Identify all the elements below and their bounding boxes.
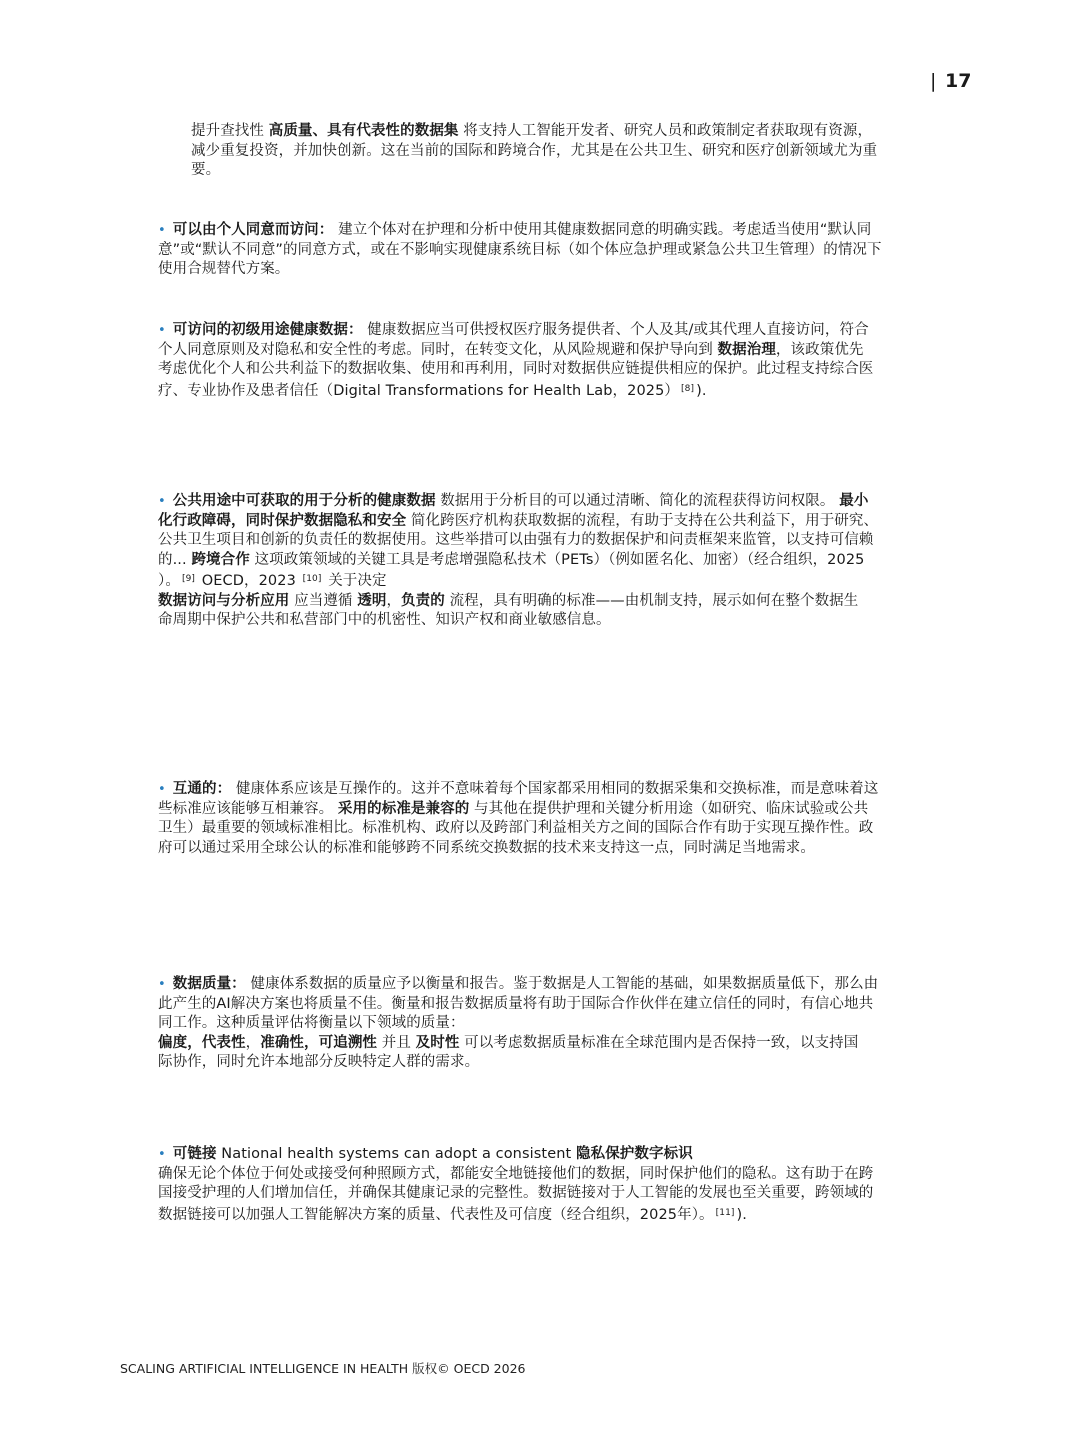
page-number: | 17	[930, 70, 972, 92]
bullet-interoperable: • 互通的： 健康体系应该是互操作的。这并不意味着每个国家都采用相同的数据采集和交换标准，而是意味着这 些标准应该能够互相兼容。 采用的标准是兼容的 与其他在提供护理和关键分析用途（如研究、临床试验或公共 卫生）最重要的领域标准相比。标准机构、政府以及跨部门利益相关方之间的国际合作有助于实现互操作性。政 府可以通过采用全球公认的标准和能够跨不同系统交换数据的技术来支持这一点，同时满足当地需求。	[158, 781, 879, 856]
bullet-icon: •	[158, 782, 166, 797]
reference-10[interactable]: [10]	[302, 574, 322, 584]
paragraph-findability: 提升查找性 高质量、具有代表性的数据集 将支持人工智能开发者、研究人员和政策制定者获取现有资源， 减少重复投资，并加快创新。这在当前的国际和跨境合作，尤其是在公共卫生、研究和医疗创新领域尤为重 要。	[191, 123, 878, 178]
bullet-icon: •	[158, 977, 166, 992]
reference-8[interactable]: [8]	[681, 383, 695, 394]
bullet-icon: •	[158, 223, 166, 238]
reference-9[interactable]: [9]	[181, 574, 196, 584]
bullet-consent-access: • 可以由个人同意而访问： 建立个体对在护理和分析中使用其健康数据同意的明确实践。考虑适当使用“默认同 意”或“默认不同意”的同意方式，或在不影响实现健康系统目标（如个体应急护理或紧急公共卫生管理）的情况下 使用合规替代方案。	[158, 222, 882, 277]
bullet-secondary-use-data: • 公共用途中可获取的用于分析的健康数据 数据用于分析目的可以通过清晰、简化的流程获得访问权限。 最小 化行政障碍，同时保护数据隐私和安全 简化跨医疗机构获取数据的流程，有助于支持在公共利益下，用于研究、 公共卫生项目和创新的负责任的数据使用。这些举措可以由强有力的数据保护和问责框架来监管，以支持可信赖 的... 跨境合作 这项政策领域的关键工具是考虑增强隐私技术（PETs）（例如匿名化、加密）（经合组织，2025 ）。 [9] OECD，2023 [10] 关于决定 数据访问与分析应用 应当遵循 透明，负责的 流程，具有明确的标准——由机制支持，展示如何在整个数据生 命周期中保护公共和私营部门中的机密性、知识产权和商业敏感信息。	[158, 493, 879, 628]
page-footer: SCALING ARTIFICIAL INTELLIGENCE IN HEALTH 版权© OECD 2026	[120, 1361, 526, 1376]
bullet-linkable: • 可链接 National health systems can adopt a consistent 隐私保护数字标识 确保无论个体位于何处或接受何种照顾方式，都能安全地链接他们的数据，同时保护他们的隐私。这有助于在跨 国接受护理的人们增加信任，并确保其健康记录的完整性。数据链接对于人工智能的发展也至关重要，跨领域的 数据链接可以加强人工智能解决方案的质量、代表性及可信度（经合组织，2025年）。 [11] ).	[158, 1146, 874, 1223]
bullet-icon: •	[158, 1147, 166, 1162]
bullet-data-quality: • 数据质量： 健康体系数据的质量应予以衡量和报告。鉴于数据是人工智能的基础，如果数据质量低下，那么由 此产生的AI解决方案也将质量不佳。衡量和报告数据质量将有助于国际合作伙伴在建立信任的同时，有信心地共 同工作。这种质量评估将衡量以下领域的质量： 偏度，代表性，准确性，可追溯性 并且 及时性 可以考虑数据质量标准在全球范围内是否保持一致，以支持国 际协作，同时允许本地部分反映特定人群的需求。	[158, 976, 879, 1070]
bullet-icon: •	[158, 323, 166, 338]
bullet-primary-use-data: • 可访问的初级用途健康数据： 健康数据应当可供授权医疗服务提供者、个人及其/或其代理人直接访问，符合 个人同意原则及对隐私和安全性的考虑。同时，在转变文化，从风险规避和保护导向到 数据治理，该政策优先 考虑优化个人和公共利益下的数据收集、使用和再利用，同时对数据供应链提供相应的保护。此过程支持综合医 疗、专业协作及患者信任（Digital Transformations for Health Lab，2025） [8] ).	[158, 322, 874, 399]
reference-11[interactable]: [11]	[715, 1207, 735, 1218]
bullet-icon: •	[158, 494, 166, 509]
